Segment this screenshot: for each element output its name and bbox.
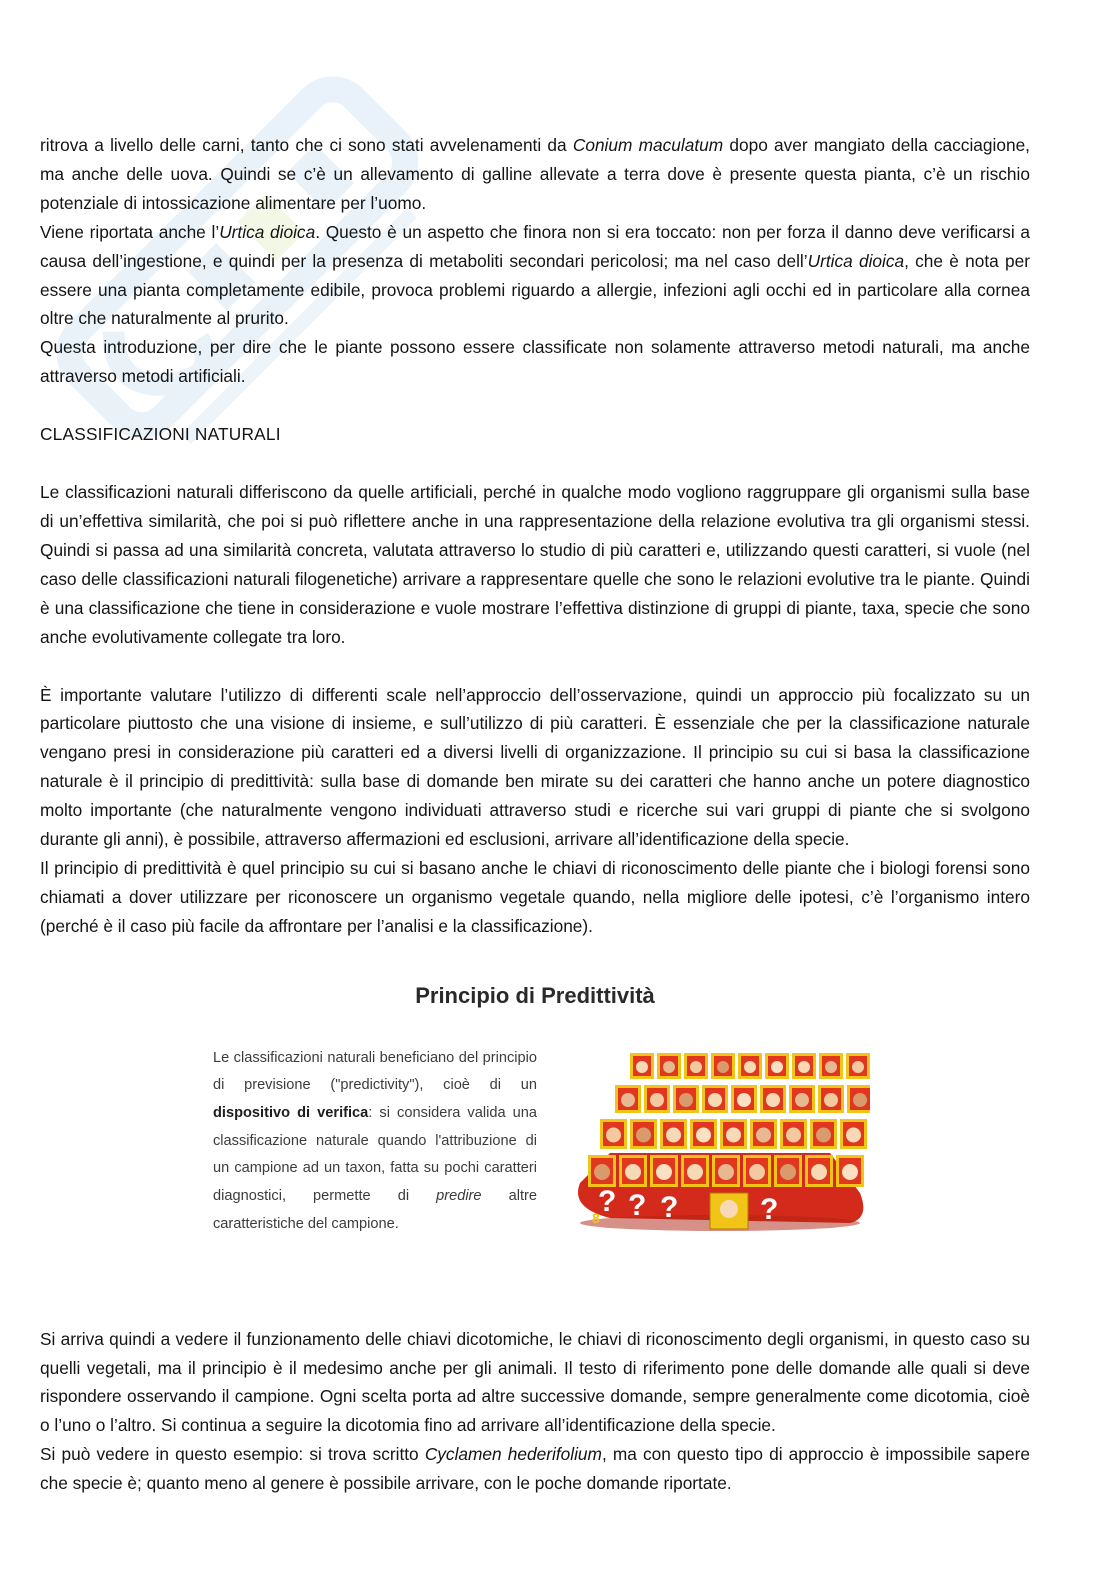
slide-text-run: altre caratteristiche del campione. [213, 1188, 537, 1232]
italic-term: Conium maculatum [572, 135, 724, 155]
mid-paragraphs [40, 478, 1030, 941]
board-card-face [625, 1164, 641, 1180]
board-card-face [650, 1093, 664, 1107]
text-run: ritrova a livello delle carni, tanto che ci sono stati avvelenamenti da [40, 135, 573, 155]
text-run: Le classificazioni naturali differiscono da quelle artificiali, perché in qualche modo vogliono raggruppare gli organismi sulla base di un’effettiva similarità, che poi si può riflettere anche in una rappresentazione della relazione evolutiva tra gli organismi stessi. Quindi si passa ad una similarità concreta, valutata attraverso lo studio di più caratteri e, utilizzando questi caratteri, si vuole (nel caso delle classificazioni naturali filogenetiche) arrivare a rappresentare quelle che sono le relazioni evolutive tra le piante. Quindi è una classificazione che tiene in considerazione e vuole mostrare l’effettiva distinzione di gruppi di piante, taxa, specie che sono anche evolutivamente collegate tra loro. [40, 482, 1030, 647]
text-run: Il principio di predittività è quel principio su cui si basano anche le chiavi di riconoscimento delle piante che i biologi forensi sono chiamati a dover utilizzare per riconoscere un organismo vegetale quando, nella migliore delle ipotesi, c’è l’organismo intero (perché è il caso più facile da affrontare per l’analisi e la classificazione). [40, 857, 1030, 936]
document-page [40, 131, 1030, 1498]
text-run: È importante valutare l’utilizzo di differenti scale nell’approccio dell’osservazione, quindi un approccio più focalizzato su un particolare piuttosto che una visione di insieme, e sull’utilizzo di più caratteri. È essenziale che per la classificazione naturale vengano presi in considerazione più caratteri ed a diversi livelli di organizzazione. Il principio su cui si basa la classificazione naturale è il principio di predittività: sulla base di domande ben mirate su dei caratteri che hanno anche un potere diagnostico molto importante (che naturalmente vengono individuati attraverso studi e ricerche sui vari gruppi di piante che si svolgono durante gli anni), è possibile, attraverso affermazioni ed esclusioni, arrivare all’identificazione della specie. [40, 684, 1030, 850]
board-card-face [744, 1061, 756, 1073]
paragraph-p4 [40, 478, 1030, 651]
board-card-face [666, 1127, 681, 1142]
board-card-face [816, 1127, 831, 1142]
board-card-face [798, 1061, 810, 1073]
board-card-face [766, 1093, 780, 1107]
board-card-face [717, 1061, 729, 1073]
text-run: Viene riportata anche l’ [40, 221, 220, 242]
guess-who-board-game-icon [570, 1033, 870, 1233]
text-run: , che è nota per essere una pianta completamente edibile, provoca problemi riguardo a allergie, infezioni agli occhi ed in particolare alla cornea oltre che naturalmente al prurito. [40, 250, 1030, 329]
board-card-face [718, 1164, 734, 1180]
board-card-face [708, 1093, 722, 1107]
board-card-face [771, 1061, 783, 1073]
paragraph-p6 [40, 854, 1030, 941]
board-mark: ? [628, 1188, 647, 1222]
paragraph-p3 [40, 333, 1030, 391]
board-card-face [853, 1093, 867, 1107]
board-card-face [846, 1127, 861, 1142]
board-card-face [636, 1061, 648, 1073]
section-heading: CLASSIFICAZIONI NATURALI [40, 424, 281, 445]
slide-text-run: dispositivo di verifica [213, 1105, 369, 1122]
italic-term: Cyclamen hederifolium [424, 1444, 602, 1465]
board-card-face [606, 1127, 621, 1142]
slide-text-run: Le classificazioni naturali beneficiano del principio di previsione ("predictivity"), cioè di un [213, 1049, 537, 1094]
board-card-face [690, 1061, 702, 1073]
board-card-face [687, 1164, 703, 1180]
board-card-face [842, 1164, 858, 1180]
slide-text-run: : si considera valida una classificazione naturale quando l'attribuzione di un campione ad un taxon, fatta su pochi caratteri diagnostici, permette di [213, 1105, 537, 1205]
board-card-face [786, 1127, 801, 1142]
italic-term: Urtica dioica [219, 221, 316, 242]
board-card-face [696, 1127, 711, 1142]
text-run: . Questo è un aspetto che finora non si era toccato: non per forza il danno deve verificarsi a causa dell’ingestione, e quindi per la presenza di metaboliti secondari pericolosi; ma nel caso dell’ [40, 221, 1030, 271]
italic-term: Urtica dioica [807, 250, 905, 271]
board-card-face [824, 1093, 838, 1107]
board-card-face [726, 1127, 741, 1142]
board-card-face [737, 1093, 751, 1107]
board-card-face [756, 1127, 771, 1142]
board-card-face [795, 1093, 809, 1107]
board-card-face [780, 1164, 796, 1180]
board-mark: ? [760, 1192, 779, 1226]
slide-text [213, 1045, 537, 1239]
board-card-face [679, 1093, 693, 1107]
board-mark: ? [598, 1184, 617, 1218]
top-paragraphs [40, 131, 1030, 391]
board-card-face [749, 1164, 765, 1180]
board-mark: ? [660, 1190, 679, 1224]
board-card-face [594, 1164, 610, 1180]
board-card-face [852, 1061, 864, 1073]
slide-title: Principio di Predittività [415, 982, 655, 1008]
paragraph-p1 [40, 131, 1030, 218]
paragraph-p7 [40, 1325, 1030, 1441]
board-card-face [811, 1164, 827, 1180]
text-run: Si arriva quindi a vedere il funzionamento delle chiavi dicotomiche, le chiavi di riconoscimento degli organismi, in questo caso su quelli vegetali, ma il principio è il medesimo anche per gli animali. Il testo di riferimento pone delle domande alle quali si deve rispondere osservando il campione. Ogni scelta porta ad altre successive domande, sempre generalmente come dicotomia, cioè o l’uno o l’altro. Si continua a seguire la dicotomia fino ad arrivare all’identificazione della specie. [40, 1328, 1030, 1436]
board-card-face [656, 1164, 672, 1180]
text-run: Si può vedere in questo esempio: si trova scritto [40, 1444, 425, 1465]
text-run: Questa introduzione, per dire che le piante possono essere classificate non solamente attraverso metodi naturali, ma anche attraverso metodi artificiali. [40, 337, 1030, 387]
paragraph-p2 [40, 218, 1030, 334]
bottom-paragraphs [40, 1325, 1030, 1498]
front-card-face [720, 1200, 738, 1218]
paragraph-p8 [40, 1440, 1030, 1498]
board-card-face [636, 1127, 651, 1142]
board-mark: 8 [592, 1209, 600, 1226]
text-run: dopo aver mangiato della cacciagione, ma anche delle uova. Quindi se c’è un allevamento di galline allevate a terra dove è presente questa pianta, c’è un rischio potenziale di intossicazione alimentare per l’uomo. [40, 135, 1030, 213]
board-card-face [825, 1061, 837, 1073]
text-run: , ma con questo tipo di approccio è impossibile sapere che specie è; quanto meno al genere è possibile arrivare, con le poche domande riportate. [40, 1444, 1030, 1494]
board-card-face [621, 1093, 635, 1107]
predictivity-slide [40, 973, 1030, 1303]
paragraph-p5 [40, 681, 1030, 854]
slide-text-run: predire [436, 1188, 482, 1205]
board-card-face [663, 1061, 675, 1073]
